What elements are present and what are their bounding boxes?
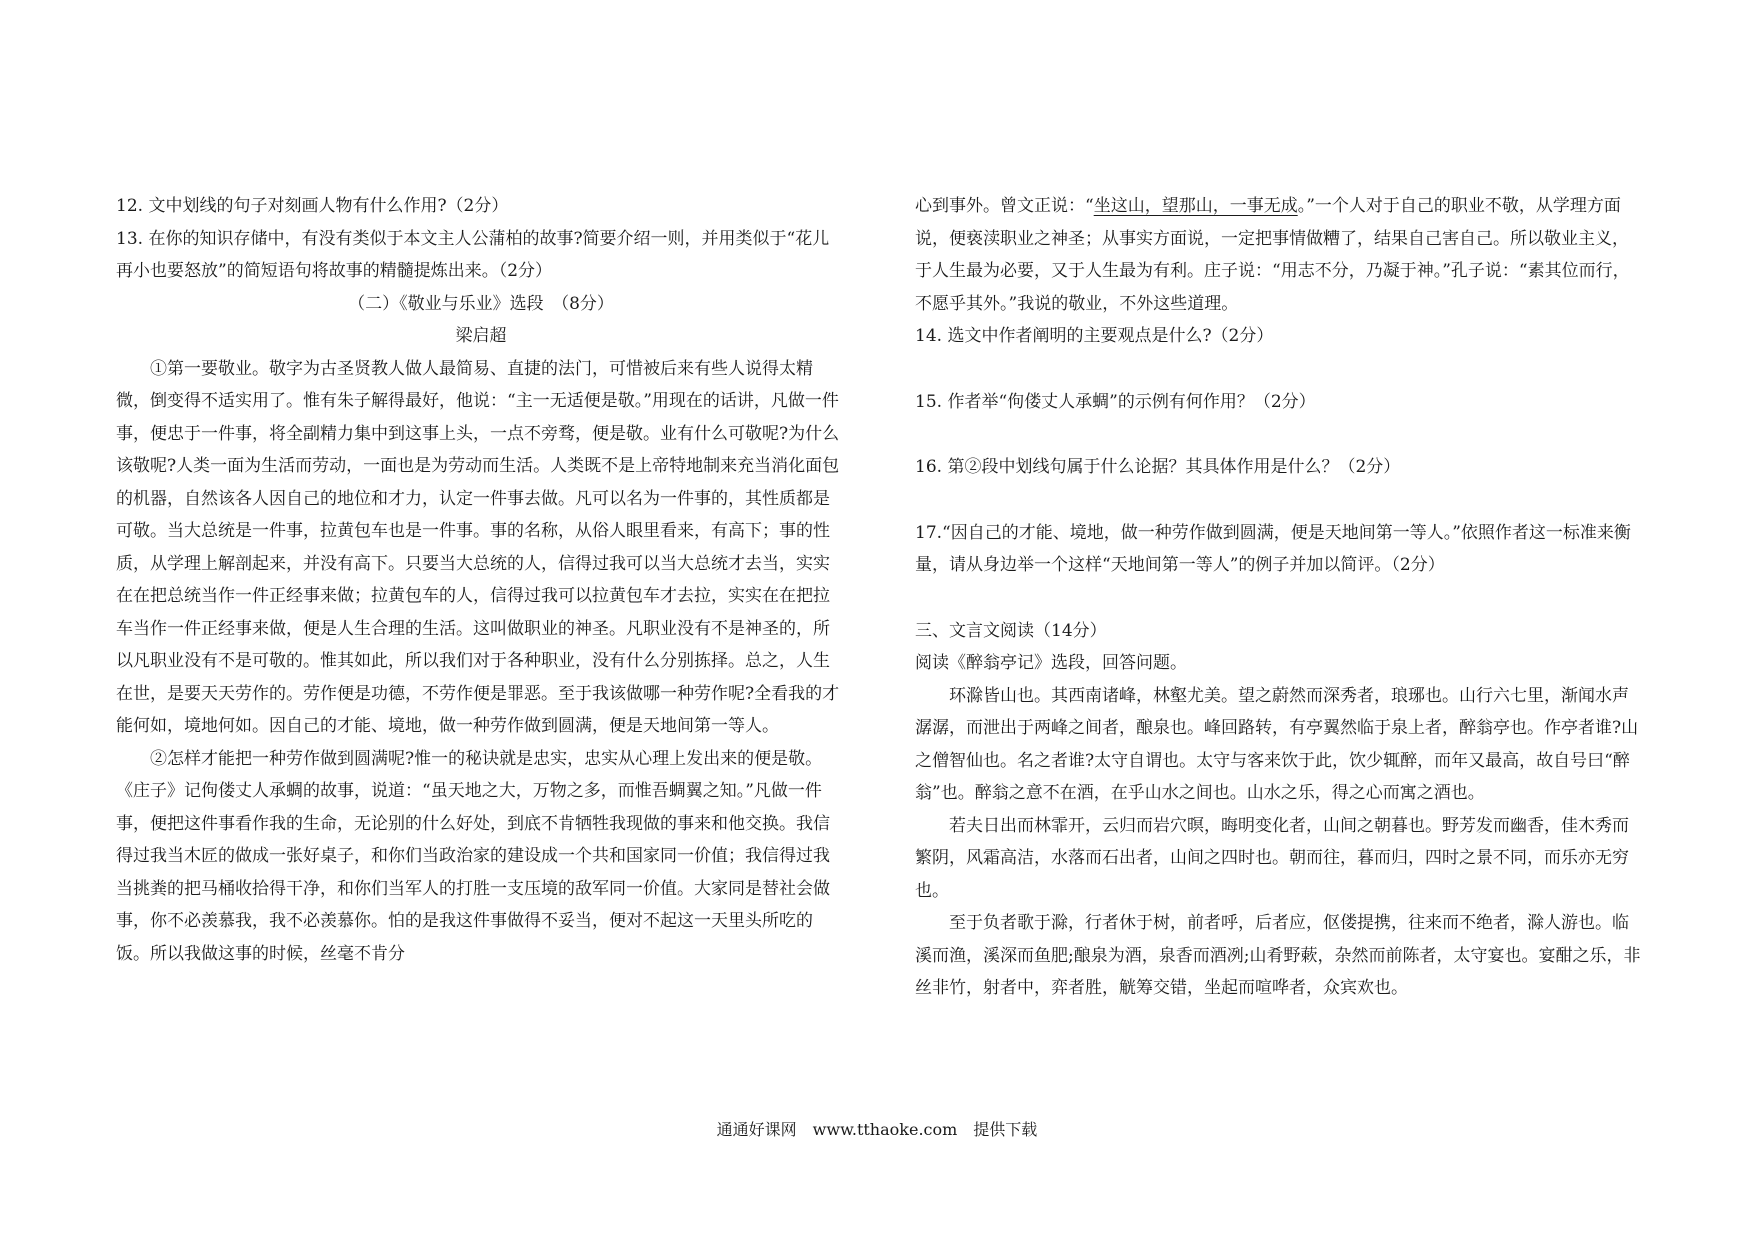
- section-2-title: （二）《敬业与乐业》选段 （8分）: [348, 293, 614, 314]
- left-column: [116, 190, 846, 970]
- passage-continuation: [915, 190, 1645, 320]
- author-name: 梁启超: [455, 326, 507, 346]
- section-3-title: 三、文言文阅读（14分）: [915, 620, 1107, 641]
- continuation-text-a: 心到事外。曾文正说：“: [915, 196, 1094, 216]
- question-13: 13. 在你的知识存储中，有没有类似于本文主人公蒲柏的故事?简要介绍一则，并用类似于“花儿再小也要怒放”的简短语句将故事的精髓提炼出来。（2分）: [116, 228, 830, 281]
- classical-paragraph-2: 若夫日出而林霏开，云归而岩穴暝，晦明变化者，山间之朝暮也。野芳发而幽香，佳木秀而繁阴，风霜高洁，水落而石出者，山间之四时也。朝而往，暮而归，四时之景不同，而乐亦无穷也。: [915, 815, 1629, 901]
- question-14: 14. 选文中作者阐明的主要观点是什么?（2分）: [915, 326, 1274, 346]
- question-12: 12. 文中划线的句子对刻画人物有什么作用?（2分）: [116, 196, 509, 216]
- question-15: 15. 作者举“佝偻丈人承蜩”的示例有何作用？（2分）: [915, 391, 1316, 412]
- question-16: 16. 第②段中划线句属于什么论据？其具体作用是什么？（2分）: [915, 457, 1401, 477]
- footer-source-note: 通通好课网 www.tthaoke.com 提供下载: [716, 1120, 1038, 1139]
- section-3-intro: 阅读《醉翁亭记》选段，回答问题。: [915, 653, 1187, 673]
- underlined-quote: 坐这山，望那山，一事无成: [1093, 196, 1298, 216]
- classical-paragraph-3: 至于负者歌于滁，行者休于树，前者呼，后者应，伛偻提携，往来而不绝者，滁人游也。临溪而渔，溪深而鱼肥;酿泉为酒，泉香而酒冽;山肴野蔌，杂然而前陈者，太守宴也。宴酣之乐，非丝非竹，射者中，弈者胜，觥筹交错，坐起而喧哗者，众宾欢也。: [915, 913, 1641, 998]
- passage-paragraph-1: ①第一要敬业。敬字为古圣贤教人做人最简易、直捷的法门，可惜被后来有些人说得太精微，倒变得不适实用了。惟有朱子解得最好，他说：“主一无适便是敬。”用现在的话讲，凡做一件事，便忠于一件事，将全副精力集中到这事上头，一点不旁骛，便是敬。业有什么可敬呢?为什么该敬呢?人类一面为生活而劳动，一面也是为劳动而生活。人类既不是上帝特地制来充当消化面包的机器，自然该各人因自己的地位和才力，认定一件事去做。凡可以名为一件事的，其性质都是可敬。当大总统是一件事，拉黄包车也是一件事。事的名称，从俗人眼里看来，有高下；事的性质，从学理上解剖起来，并没有高下。只要当大总统的人，信得过我可以当大总统才去当，实实在在把总统当作一件正经事来做；拉黄包车的人，信得过我可以拉黄包车才去拉，实实在在把拉车当作一件正经事来做，便是人生合理的生活。这叫做职业的神圣。凡职业没有不是神圣的，所以凡职业没有不是可敬的。惟其如此，所以我们对于各种职业，没有什么分别拣择。总之，人生在世，是要天天劳作的。劳作便是功德，不劳作便是罪恶。至于我该做哪一种劳作呢?全看我的才能何如，境地何如。因自己的才能、境地，做一种劳作做到圆满，便是天地间第一等人。: [116, 358, 840, 736]
- classical-paragraph-1: 环滁皆山也。其西南诸峰，林壑尤美。望之蔚然而深秀者，琅琊也。山行六七里，渐闻水声潺潺，而泄出于两峰之间者，酿泉也。峰回路转，有亭翼然临于泉上者，醉翁亭也。作亭者谁?山之僧智仙也。名之者谁?太守自谓也。太守与客来饮于此，饮少辄醉，而年又最高，故自号曰“醉翁”也。醉翁之意不在酒，在乎山水之间也。山水之乐，得之心而寓之酒也。: [915, 685, 1639, 803]
- right-column: [915, 190, 1645, 1005]
- question-17: 17.“因自己的才能、境地，做一种劳作做到圆满，便是天地间第一等人。”依照作者这一标准来衡量，请从身边举一个这样“天地间第一等人”的例子并加以简评。（2分）: [915, 522, 1631, 575]
- passage-paragraph-2: ②怎样才能把一种劳作做到圆满呢?惟一的秘诀就是忠实，忠实从心理上发出来的便是敬。《庄子》记佝偻丈人承蜩的故事，说道：“虽天地之大，万物之多，而惟吾蜩翼之知。”凡做一件事，便把这件事看作我的生命，无论别的什么好处，到底不肯牺牲我现做的事来和他交换。我信得过我当木匠的做成一张好桌子，和你们当政治家的建设成一个共和国家同一价值；我信得过我当挑粪的把马桶收拾得干净，和你们当军人的打胜一支压境的敌军同一价值。大家同是替社会做事，你不必羡慕我，我不必羡慕你。怕的是我这件事做得不妥当，便对不起这一天里头所吃的饭。所以我做这事的时候，丝毫不肯分: [116, 748, 830, 964]
- continuation-text-b: 。”一个人对于自己的职业不敬，从学理方面说，便亵渎职业之神圣；从事实方面说，一定把事情做糟了，结果自己害自己。所以敬业主义，于人生最为必要，又于人生最为有利。庄子说：“用志不分，乃凝于神。”孔子说：“素其位而行，不愿乎其外。”我说的敬业，不外这些道理。: [915, 196, 1630, 314]
